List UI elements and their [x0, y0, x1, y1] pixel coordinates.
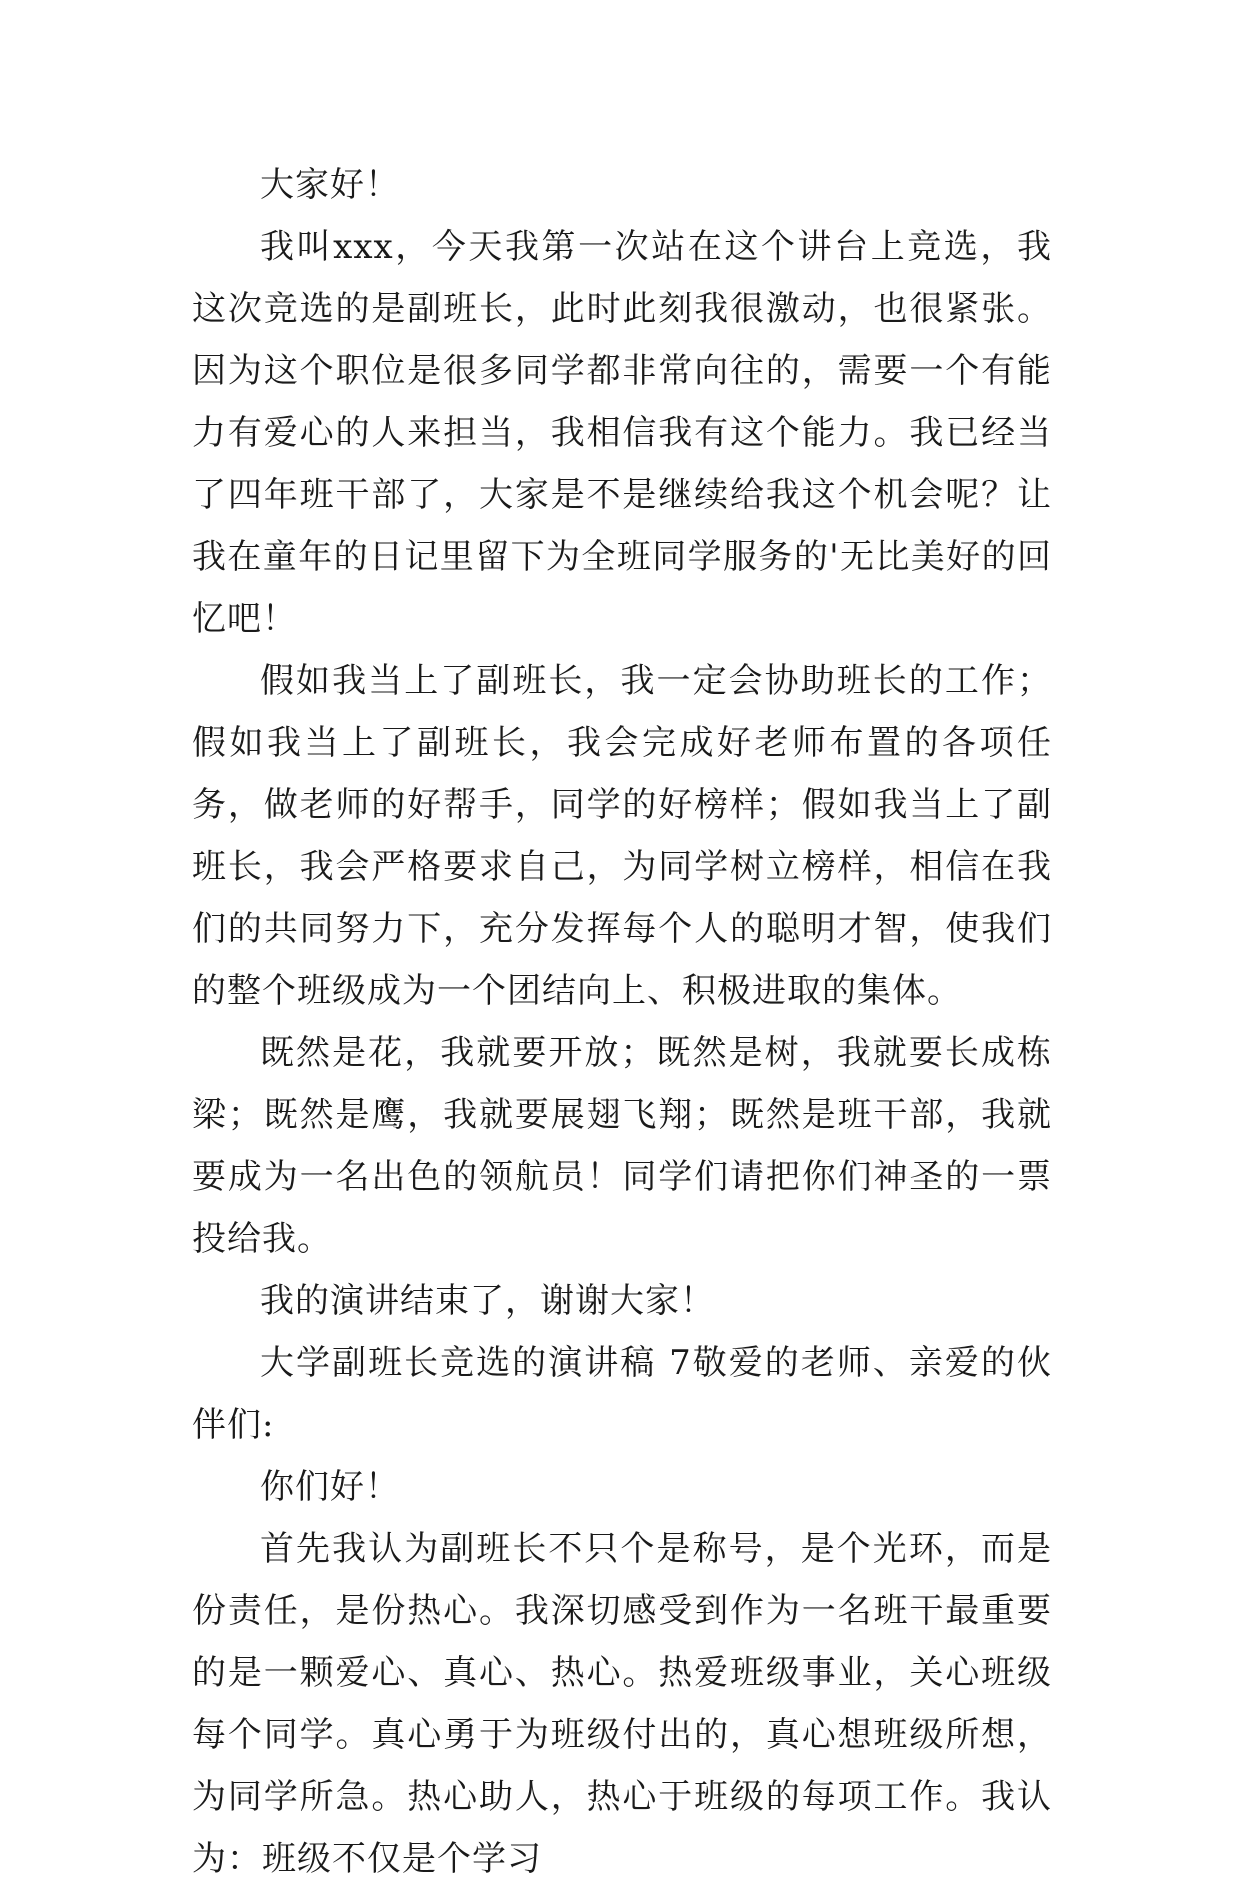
paragraph-metaphor: 既然是花，我就要开放；既然是树，我就要长成栋梁；既然是鹰，我就要展翅飞翔；既然是班干部，我就要成为一名出色的领航员！同学们请把你们神圣的一票投给我。	[192, 1033, 1052, 1259]
paragraph-introduction: 我叫xxx，今天我第一次站在这个讲台上竞选，我这次竞选的是副班长，此时此刻我很激动，也很紧张。因为这个职位是很多同学都非常向往的，需要一个有能力有爱心的人来担当，我相信我有这个能力。我已经当了四年班干部了，大家是不是继续给我这个机会呢？让我在童年的日记里留下为全班同学服务的'无比美好的回忆吧！	[192, 227, 1052, 639]
paragraph-greeting: 大家好！	[260, 165, 400, 205]
paragraph-second-speech-title: 大学副班长竞选的演讲稿 7敬爱的老师、亲爱的伙伴们:	[192, 1343, 1052, 1445]
paragraph-closing: 我的演讲结束了，谢谢大家！	[260, 1281, 715, 1321]
paragraph-responsibility: 首先我认为副班长不只个是称号，是个光环，而是份责任，是份热心。我深切感受到作为一名班干最重要的是一颗爱心、真心、热心。热爱班级事业，关心班级每个同学。真心勇于为班级付出的，真心想班级所想，为同学所急。热心助人，热心于班级的每项工作。我认为：班级不仅是个学习	[192, 1529, 1052, 1879]
paragraph-promises: 假如我当上了副班长，我一定会协助班长的工作；假如我当上了副班长，我会完成好老师布置的各项任务，做老师的好帮手，同学的好榜样；假如我当上了副班长，我会严格要求自己，为同学树立榜样，相信在我们的共同努力下，充分发挥每个人的聪明才智，使我们的整个班级成为一个团结向上、积极进取的集体。	[192, 661, 1052, 1011]
paragraph-second-greeting: 你们好！	[260, 1467, 400, 1507]
document-body	[192, 154, 1052, 1890]
